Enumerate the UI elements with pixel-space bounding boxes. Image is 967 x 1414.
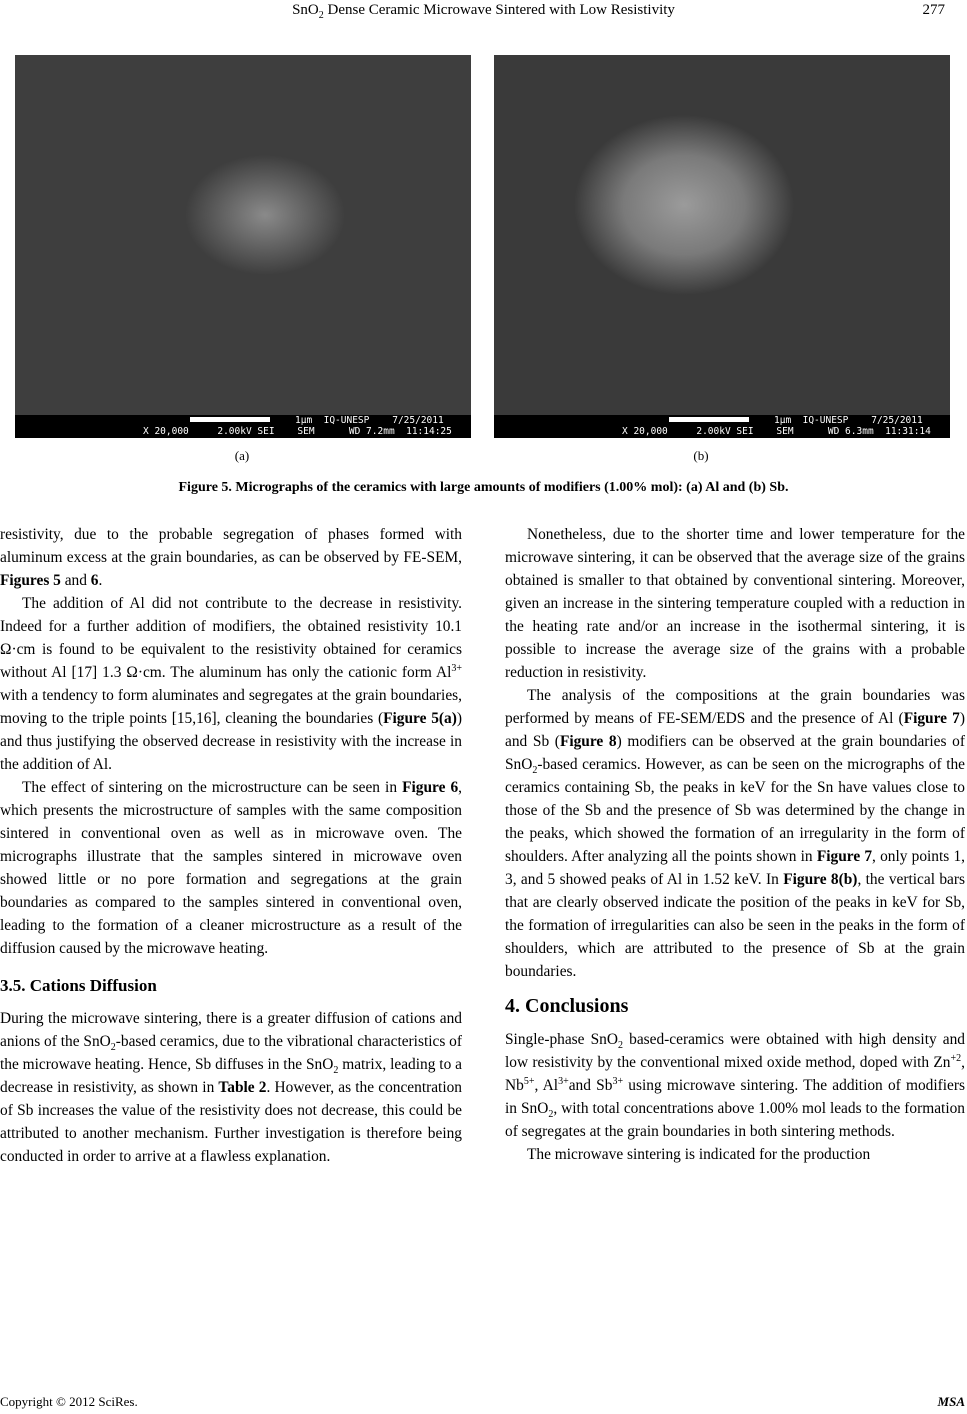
subfigure-label-b: (b) xyxy=(693,448,709,463)
databar-line1-a: 1μm IQ-UNESP 7/25/2011 xyxy=(295,415,444,426)
sem-databar-b xyxy=(494,415,950,438)
scale-bar-b xyxy=(669,417,749,422)
right-column xyxy=(505,523,965,1166)
scale-bar-a xyxy=(190,417,270,422)
section-heading: 4. Conclusions xyxy=(505,995,629,1017)
paragraph: The addition of Al did not contribute to the decrease in resistivity. Indeed for a further addition of modifiers, the obtained resistivity 10.1 Ω·cm is found to be equivalent to the resistivity obtained for ceramics without Al [17] 1.3 Ω·cm. The aluminum has only the cationic form $Al^{3+}$ with a tendency to form aluminates and segregates at the grain boundaries, moving to the triple points [15,16], cleaning the boundaries (Figure 5(a)) and thus justifying the observed decrease in resistivity with the increase in the addition of Al. xyxy=(0,595,462,773)
paragraph: The effect of sintering on the microstructure can be seen in Figure 6, which presents the microstructure of samples with the same composition sintered in conventional oven as well as in microwave oven. The micrographs illustrate that the samples sintered in microwave oven showed little or no pore formation and segregations at the grain boundaries as compared to the samples sintered in conventional oven, leading to the formation of a cleaner microstructure as a result of the diffusion caused by the microwave heating. xyxy=(0,779,463,957)
paragraph: The analysis of the compositions at the grain boundaries was performed by means of FE-SEM/EDS and the presence of Al (Figure 7) and Sb (Figure 8) modifiers can be observed at the grain boundaries of SnO$_2$-based ceramics. However, as can be seen on the micrographs of the ceramics containing Sb, the peaks in keV for the Sn have values close to those of the Sb and the presence of Sb was determined by the change in the peaks, which showed the formation of an irregularity in the form of shoulders. After analyzing all the points shown in Figure 7, only points 1, 3, and 5 showed peaks of Al in 1.52 keV. In Figure 8(b), the vertical bars that are clearly observed indicate the position of the peaks in keV for Sb, the formation of irregularities can also be seen in the peaks in the form of shoulders, which are attributed to the presence of Sb at the grain boundaries. xyxy=(505,687,966,980)
page-number: 277 xyxy=(922,2,945,18)
sem-image-a xyxy=(15,55,471,415)
running-title: SnO$_2$ Dense Ceramic Microwave Sintered with Low Resistivity xyxy=(292,2,675,21)
sem-image-b xyxy=(494,55,950,415)
section-heading: 3.5. Cations Diffusion xyxy=(0,976,157,995)
paragraph: Nonetheless, due to the shorter time and lower temperature for the microwave sintering, it can be observed that the average size of the grains obtained is smaller to that obtained by conventional sintering. Moreover, given an increase in the sintering temperature coupled with a reduction in the heating rate and/or an increase in the isothermal sintering, it is possible to increase the average size of the grains with a probable reduction in resistivity. xyxy=(505,526,965,681)
copyright-notice: Copyright © 2012 SciRes. xyxy=(0,1394,138,1409)
micrograph-a xyxy=(15,55,471,438)
paragraph: During the microwave sintering, there is a greater diffusion of cations and anions of the SnO$_2$-based ceramics, due to the vibrational characteristics of the microwave heating. Hence, Sb diffuses in the SnO$_2$ matrix, leading to a decrease in resistivity, as shown in Table 2. However, as the concentration of Sb increases the value of the resistivity does not decrease, this could be attributed to another mechanism. Further investigation is therefore being conducted in order to arrive at a flawless explanation. xyxy=(0,1010,463,1165)
paragraph: The microwave sintering is indicated for the production xyxy=(527,1146,871,1163)
databar-line2-a: X 20,000 2.00kV SEI SEM WD 7.2mm 11:14:25 xyxy=(143,426,452,437)
journal-abbrev: MSA xyxy=(937,1394,965,1409)
left-column xyxy=(0,523,462,1168)
running-header xyxy=(0,2,967,24)
paragraph: Single-phase SnO$_2$ based-ceramics were obtained with high density and low resistivity by the conventional mixed oxide method, doped with $Zn^{+2}$, $Nb^{5+}$, $Al^{3+}and$ $Sb^{3+}$ using microwave sintering. The addition of modifiers in SnO$_2$, with total concentrations above 1.00% mol leads to the formation of segregates at the grain boundaries in both sintering methods. xyxy=(505,1031,966,1140)
databar-line2-b: X 20,000 2.00kV SEI SEM WD 6.3mm 11:31:14 xyxy=(622,426,931,437)
subfigure-label-a: (a) xyxy=(234,448,250,463)
figure-caption: Figure 5. Micrographs of the ceramics with large amounts of modifiers (1.00% mol): (a) Al and (b) Sb. xyxy=(178,480,789,495)
databar-line1-b: 1μm IQ-UNESP 7/25/2011 xyxy=(774,415,923,426)
sem-databar-a xyxy=(15,415,471,438)
micrograph-b xyxy=(494,55,950,438)
paragraph: resistivity, due to the probable segregation of phases formed with aluminum excess at the grain boundaries, as can be observed by FE-SEM, Figures 5 and 6. xyxy=(0,526,462,589)
